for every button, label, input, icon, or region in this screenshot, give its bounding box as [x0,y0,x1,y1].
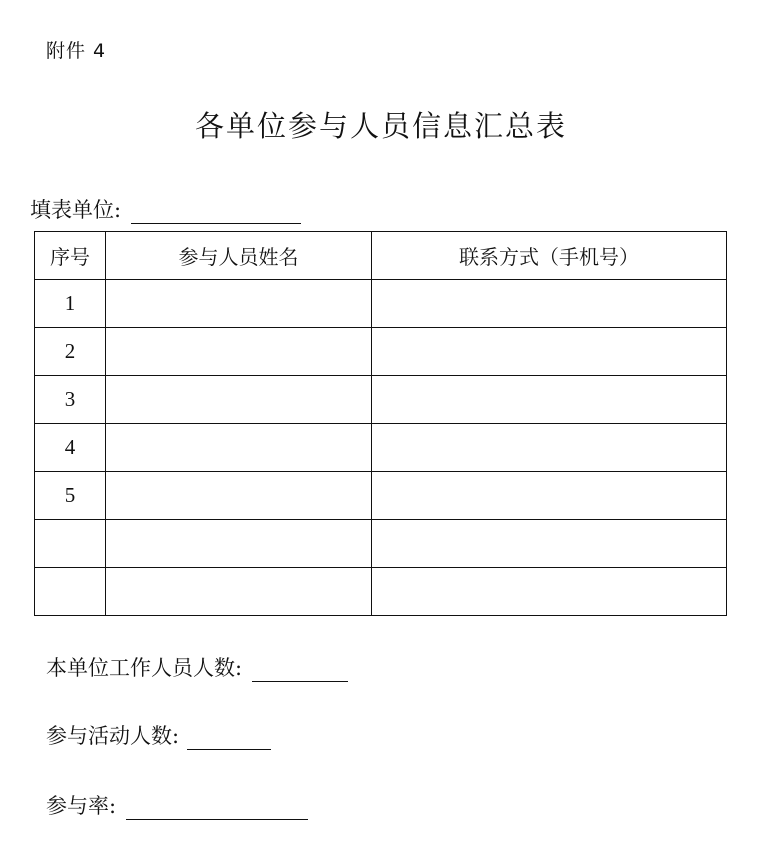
name-cell[interactable] [106,424,372,472]
header-participant-name: 参与人员姓名 [106,232,372,280]
row-index [35,568,106,616]
contact-cell[interactable] [372,280,727,328]
name-cell[interactable] [106,328,372,376]
participation-rate-label: 参与率: [46,794,117,818]
row-index [35,520,106,568]
participation-rate-blank[interactable] [126,799,308,820]
name-cell[interactable] [106,568,372,616]
contact-cell[interactable] [372,424,727,472]
table-row [35,424,727,472]
fill-unit-row [30,194,301,224]
header-contact: 联系方式（手机号） [372,232,727,280]
staff-count-blank[interactable] [252,661,348,682]
header-index: 序号 [35,232,106,280]
fill-unit-blank[interactable] [131,203,301,224]
table-row [35,472,727,520]
row-index: 1 [35,280,106,328]
contact-cell[interactable] [372,568,727,616]
contact-cell[interactable] [372,472,727,520]
table-row [35,328,727,376]
table-row [35,376,727,424]
table-header-row [35,232,727,280]
contact-cell[interactable] [372,328,727,376]
contact-cell[interactable] [372,520,727,568]
name-cell[interactable] [106,520,372,568]
contact-cell[interactable] [372,376,727,424]
name-cell[interactable] [106,280,372,328]
participant-table [34,231,727,616]
row-index: 4 [35,424,106,472]
participant-count-blank[interactable] [187,729,271,750]
row-index: 3 [35,376,106,424]
fill-unit-label: 填表单位: [30,198,122,222]
participant-count-label: 参与活动人数: [46,724,180,748]
row-index: 5 [35,472,106,520]
table-row [35,568,727,616]
attachment-label: 附件 4 [46,40,107,62]
participant-count-row [46,720,271,750]
staff-count-label: 本单位工作人员人数: [46,656,243,680]
row-index: 2 [35,328,106,376]
staff-count-row [46,652,348,682]
name-cell[interactable] [106,472,372,520]
name-cell[interactable] [106,376,372,424]
table-row [35,520,727,568]
participation-rate-row [46,790,308,820]
document-title: 各单位参与人员信息汇总表 [194,109,567,143]
table-row [35,280,727,328]
